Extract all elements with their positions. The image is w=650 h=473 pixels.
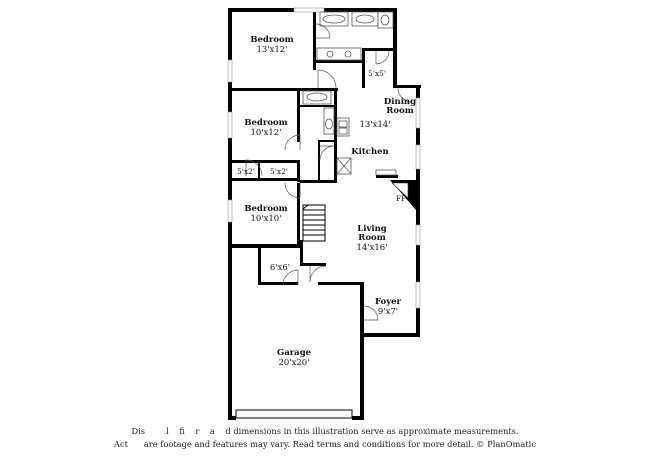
foyer-name: Foyer <box>374 297 402 307</box>
closet-1-dims: 5'x2' <box>237 167 255 176</box>
dining-label-line1: Dining <box>383 97 417 107</box>
living-label-line1: Living <box>357 224 387 234</box>
foyer-dims: 9'x7' <box>377 307 399 317</box>
bedroom-2-dims: 10'x12' <box>250 128 282 138</box>
bedroom-1-name: Bedroom <box>250 35 294 45</box>
living-label-line2: Room <box>358 233 386 243</box>
stairs <box>303 205 325 241</box>
bedroom-3-dims: 10'x10' <box>250 214 282 224</box>
garage-name: Garage <box>276 348 312 358</box>
bedroom-2-name: Bedroom <box>244 118 288 128</box>
dining-label-line2: Room <box>386 106 414 116</box>
disclaimer <box>0 425 650 451</box>
garage-dims: 20'x20' <box>278 358 310 368</box>
fireplace-label: FP <box>395 194 407 203</box>
laundry-dims: 6'x6' <box>269 263 291 273</box>
closet-2-dims: 5'x2' <box>270 167 288 176</box>
bedroom-1-dims: 13'x12' <box>256 45 288 55</box>
kitchen-name: Kitchen <box>351 147 389 157</box>
disclaimer-line-2: Act are footage and features may vary. Read terms and conditions for more detail. © PlanOmatic <box>114 439 536 449</box>
bath-small-dims: 5'x5' <box>368 69 386 78</box>
disclaimer-line-1: Dis l fi r a d dimensions in this illustration serve as approximate measurements. <box>131 426 519 436</box>
bedroom-3-name: Bedroom <box>244 204 288 214</box>
room-labels <box>237 35 416 368</box>
living-dims: 14'x16' <box>356 243 388 253</box>
kitchen-dims: 13'x14' <box>359 120 391 130</box>
